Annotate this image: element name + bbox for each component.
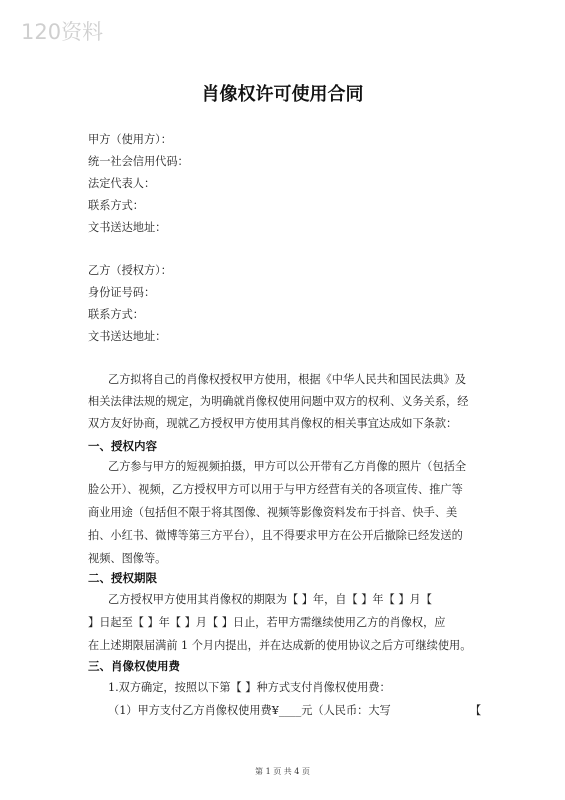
party-b-contact: 联系方式： (88, 308, 144, 321)
section-heading-authorization-content: 一、授权内容 (88, 439, 157, 453)
section1-line: 商业用途（包括但不限于将其图像、视频等影像资料发布于抖音、快手、美 (88, 506, 458, 519)
party-a-legal-rep: 法定代表人： (88, 177, 156, 190)
section2-line: 乙方授权甲方使用其肖像权的期限为【 】年，自【 】年【 】月【 (108, 593, 432, 606)
party-a-credit-code: 统一社会信用代码： (88, 155, 189, 168)
intro-line: 相关法律法规的规定，为明确就肖像权使用问题中双方的权利、义务关系，经 (88, 395, 469, 408)
party-b-label: 乙方（授权方）： (88, 264, 172, 277)
party-b-id-number: 身份证号码： (88, 286, 156, 299)
section2-line: 在上述期限届满前 1 个月内提出，并在达成新的使用协议之后方可继续使用。 (88, 639, 472, 652)
section-heading-authorization-period: 二、授权期限 (88, 571, 157, 585)
section1-line: 乙方参与甲方的短视频拍摄，甲方可以公开带有乙方肖像的照片（包括全 (108, 460, 467, 473)
intro-line: 乙方拟将自己的肖像权授权甲方使用，根据《中华人民共和国民法典》及 (108, 373, 467, 386)
document-title: 肖像权许可使用合同 (201, 84, 364, 105)
section1-line: 脸公开）、视频，乙方授权甲方可以用于与甲方经营有关的各项宣传、推广等 (88, 483, 463, 496)
section3-line: （1）甲方支付乙方肖像权使用费¥____元（人民币：大写 (108, 704, 391, 717)
party-b-address: 文书送达地址： (88, 330, 167, 343)
section-heading-usage-fee: 三、肖像权使用费 (88, 659, 180, 673)
party-a-address: 文书送达地址： (88, 221, 167, 234)
intro-line: 双方友好协商，现就乙方授权甲方使用其肖像权的相关事宜达成如下条款： (88, 417, 458, 430)
section1-line: 拍、小红书、微博等第三方平台），且不得要求甲方在公开后撤除已经发送的 (88, 529, 463, 542)
party-a-label: 甲方（使用方）： (88, 133, 172, 146)
party-a-contact: 联系方式： (88, 199, 144, 212)
section1-line: 视频、图像等。 (88, 552, 167, 565)
section3-line: 1.双方确定，按照以下第【 】种方式支付肖像权使用费： (108, 681, 391, 694)
section2-line: 】日起至【 】年【 】月【 】日止，若甲方需继续使用乙方的肖像权，应 (88, 616, 446, 629)
section3-bracket: 【 (470, 704, 482, 717)
watermark-logo: 120资料 (21, 20, 104, 44)
page-number: 第 1 页 共 4 页 (255, 767, 310, 776)
